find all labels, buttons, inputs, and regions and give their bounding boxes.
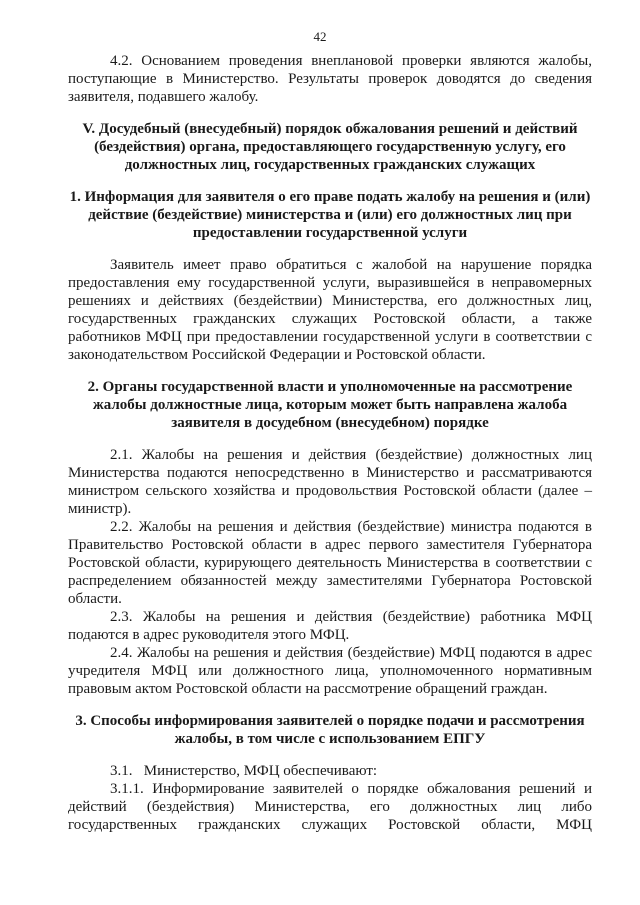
subsection-3-item-3-1: 3.1. Министерство, МФЦ обеспечивают: xyxy=(110,763,378,779)
subsection-2-item-2-3: 2.3. Жалобы на решения и действия (бездействие) работника МФЦ подаются в адрес руководителя этого МФЦ. xyxy=(68,609,592,643)
subsection-2-item-2-2: 2.2. Жалобы на решения и действия (бездействие) министра подаются в Правительство Ростовской области в адрес первого заместителя Губернатора Ростовской области, курирующего деятельность Министерства в соответствии с распределением обязанностей между заместителями Губернатора Ростовской области. xyxy=(68,519,592,607)
subsection-1-text: Заявитель имеет право обратиться с жалобой на нарушение порядка предоставления ему государственной услуги, выразившейся в неправомерных решениях и действиях (бездействии) Министерства, его должностных лиц, государственных гражданских служащих Ростовской области, а также работников МФЦ при предоставлении государственной услуги в соответствии с законодательством Российской Федерации и Ростовской области. xyxy=(68,257,592,363)
subsection-2-item-2-4: 2.4. Жалобы на решения и действия (бездействие) МФЦ подаются в адрес учредителя МФЦ или должностного лица, уполномоченного нормативным правовым актом Ростовской области на рассмотрение обращений граждан. xyxy=(68,645,592,697)
page-content xyxy=(68,52,592,834)
paragraph-4-2: 4.2. Основанием проведения внеплановой проверки являются жалобы, поступающие в Министерство. Результаты проверок доводятся до сведения заявителя, подавшего жалобу. xyxy=(68,53,592,105)
subsection-2-title: 2. Органы государственной власти и уполномоченные на рассмотрение жалобы должностные лица, которым может быть направлена жалоба заявителя в досудебном (внесудебном) порядке xyxy=(87,379,573,431)
page-number: 42 xyxy=(313,29,327,44)
subsection-1-title: 1. Информация для заявителя о его праве подать жалобу на решения и (или) действие (бездействие) министерства и (или) его должностных лиц при предоставлении государственной услуги xyxy=(69,189,591,241)
subsection-2-item-2-1: 2.1. Жалобы на решения и действия (бездействие) должностных лиц Министерства подаются непосредственно в Министерство и рассматриваются министром сельского хозяйства и продовольствия Ростовской области (далее – министр). xyxy=(68,447,592,517)
subsection-3-item-3-1-1: 3.1.1. Информирование заявителей о порядке обжалования решений и действий (бездействия) Министерства, его должностных лиц либо государственных гражданских служащих Ростовской области, МФЦ xyxy=(68,781,592,833)
section-v-title: V. Досудебный (внесудебный) порядок обжалования решений и действий (бездействия) органа, предоставляющего государственную услугу, его должностных лиц, государственных гражданских служащих xyxy=(82,121,578,173)
subsection-3-title: 3. Способы информирования заявителей о порядке подачи и рассмотрения жалобы, в том числе с использованием ЕПГУ xyxy=(75,713,585,747)
